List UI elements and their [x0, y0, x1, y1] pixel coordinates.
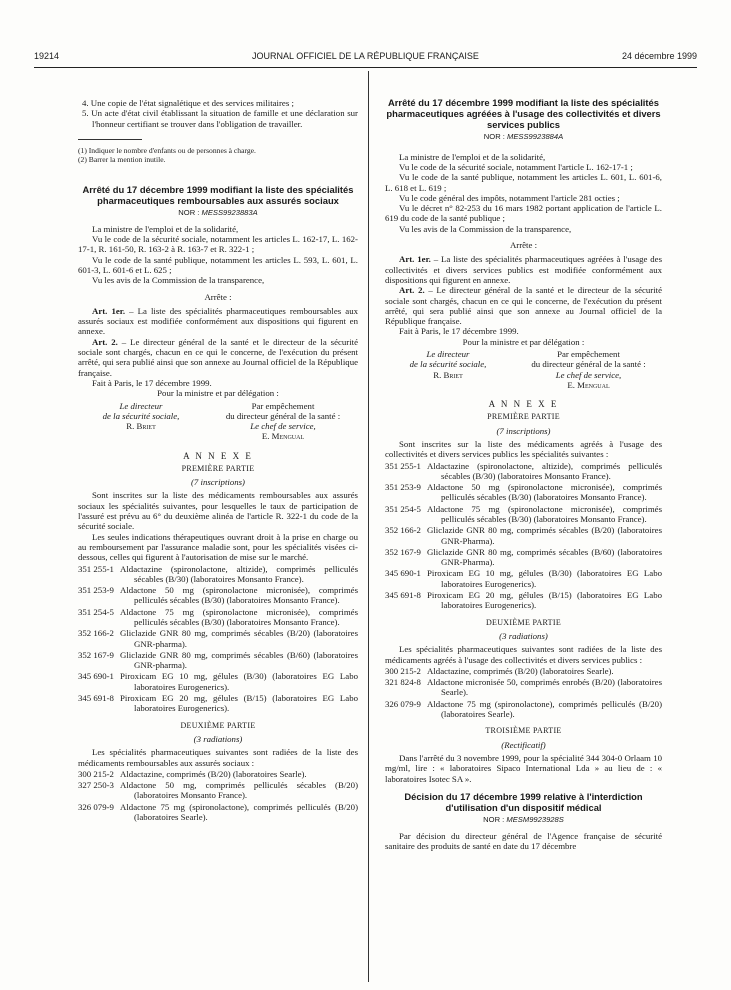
rectificatif-text: Dans l'arrêté du 3 novembre 1999, pour la spécialité 344 304-0 Orlaam 10 mg/ml, lire : « laboratoires Sipaco International Lda » au lieu de : « laboratoires Isotec SA ». [385, 752, 662, 784]
delegation: Pour la ministre et par délégation : [157, 388, 279, 399]
article-text: – La liste des spécialités pharmaceutiques remboursables aux assurés sociaux est modifiée conformément aux dispositions qui figurent en annexe. [78, 305, 358, 337]
cip-code: 352 167-9 [78, 649, 114, 660]
product-description: Gliclazide GNR 80 mg, comprimés sécables (B/20) (laboratoires GNR-pharma). [120, 628, 358, 649]
cip-code: 351 254-5 [385, 503, 421, 514]
visa: La ministre de l'emploi et de la solidarité, [399, 151, 546, 162]
visa: Vu le code de la sécurité sociale, notamment l'article L. 162-17-1 ; [399, 161, 633, 172]
entry-list [385, 461, 662, 611]
visa: Vu les avis de la Commission de la transparence, [399, 223, 572, 234]
visa: Vu le code de la santé publique, notamment les articles L. 593, L. 601, L. 601-3, L. 601-6 et L. 625 ; [78, 254, 358, 275]
product-description: Gliclazide GNR 80 mg, comprimés sécables (B/60) (laboratoires GNR-pharma). [120, 649, 358, 671]
cip-code: 351 255-1 [385, 460, 421, 471]
nor-reference [385, 132, 662, 142]
product-description: Gliclazide GNR 80 mg, comprimés sécables (B/60) (laboratoires GNR-Pharma). [427, 546, 662, 568]
article-text: – La liste des spécialités pharmaceutiques agréées à l'usage des collectivités et divers services publics est modifiée conformément aux dispositions qui figurent en annexe. [385, 254, 663, 285]
visa: Vu le code de la santé publique, notamment les articles L. 601, L. 601-6, L. 618 et L. 619 ; [385, 172, 662, 193]
list-item [78, 607, 358, 628]
article-label: Art. 1er. [399, 254, 431, 265]
signatory-role: Par empêchement [557, 349, 620, 360]
arrete-title: Arrêté du 17 décembre 1999 modifiant la liste des spécialités pharmaceutiques agréées à l'usage des collectivités et divers services publics [386, 97, 661, 130]
part-heading: PREMIÈRE PARTIE [181, 463, 255, 473]
signature-right [208, 401, 358, 442]
part-intro: Les seules indications thérapeutiques ouvrant droit à la prise en charge ou au remboursement par l'assurance maladie sont, pour les spécialités visées ci-dessous, celles qui figurent à l'autorisation de mise sur le marché. [78, 531, 358, 563]
cip-code: 327 250-3 [78, 780, 114, 791]
product-description: Aldactazine, comprimés (B/20) (laboratoires Searle). [120, 768, 307, 779]
signatory-name: R. Briet [126, 421, 156, 432]
product-description: Aldactone 50 mg (spironolactone micronisée), comprimés pelliculés sécables (B/30) (laboratoires Monsanto France). [120, 585, 358, 606]
list-item [385, 677, 662, 698]
list-item [385, 590, 662, 611]
nor-label: NOR : [483, 815, 505, 825]
cip-code: 345 690-1 [385, 568, 421, 579]
article-label: Art. 2. [92, 336, 118, 347]
product-description: Aldactazine (spironolactone, altizide), comprimés pelliculés sécables (B/30) (laboratoires Monsanto France). [427, 460, 662, 481]
cip-code: 326 079-9 [385, 698, 421, 709]
cip-code: 351 255-1 [78, 563, 114, 574]
list-item [385, 482, 662, 503]
cip-code: 345 691-8 [385, 590, 421, 601]
cip-code: 300 215-2 [385, 665, 421, 676]
visa: Vu le code général des impôts, notamment l'article 281 octies ; [399, 192, 620, 203]
entry-list [78, 564, 358, 714]
footnote: (1) Indiquer le nombre d'enfants ou de personnes à charge. [78, 145, 256, 155]
list-item [78, 780, 358, 801]
article-1 [78, 306, 358, 337]
product-description: Aldactazine, comprimés (B/20) (laboratoires Searle). [427, 665, 614, 676]
visa: La ministre de l'emploi et de la solidarité, [92, 223, 239, 234]
list-item [78, 769, 358, 779]
signatory-role: du directeur général de la santé : [225, 410, 341, 421]
nor-code: MESS9923884A [507, 132, 564, 142]
article-text: – Le directeur général de la santé et le directeur de la sécurité sociale sont chargés, chacun en ce qui le concerne, de l'exécution du présent arrêté, qui sera publié ainsi que son annexe au Journal officiel de la République française. [385, 285, 663, 327]
signatures [385, 349, 662, 390]
part-intro: Les spécialités pharmaceutiques suivantes sont radiées de la liste des médicaments agréés à l'usage des collectivités et divers services publics : [385, 644, 662, 665]
list-item [78, 650, 358, 671]
signatory-role: Par empêchement [251, 400, 315, 411]
part-heading: TROISIÈME PARTIE [485, 726, 562, 736]
issue-date: 24 décembre 1999 [621, 51, 697, 61]
annexe-heading: A N N E X E [183, 450, 253, 461]
signatory-name: E. Mengual [567, 379, 610, 390]
visa: Vu le décret n° 82-253 du 16 mars 1982 portant application de l'article L. 619 du code de la santé publique ; [385, 203, 662, 224]
footnote-separator [78, 139, 142, 140]
list-item [78, 671, 358, 692]
signatory-role: de la sécurité sociale, [409, 359, 487, 370]
cip-code: 326 079-9 [78, 801, 114, 812]
cip-code: 352 166-2 [385, 525, 421, 536]
nor-code: MESS9923883A [201, 208, 258, 218]
part-count: (3 radiations) [499, 630, 548, 641]
arrete-title: Arrêté du 17 décembre 1999 modifiant la liste des spécialités pharmaceutiques remboursables aux assurés sociaux [82, 183, 354, 206]
signatory-role: de la sécurité sociale, [102, 410, 180, 421]
cip-code: 351 254-5 [78, 606, 114, 617]
delegation: Pour la ministre et par délégation : [462, 336, 585, 347]
list-item [385, 568, 662, 589]
signatory-role: Le chef de service, [250, 421, 316, 432]
arrete-label: Arrête : [509, 240, 538, 251]
list-item: 4. Une copie de l'état signalétique et des services militaires ; [82, 98, 294, 108]
product-description: Piroxicam EG 10 mg, gélules (B/30) (laboratoires EG Labo laboratoires Eurogenerics). [427, 568, 662, 589]
signatory-role: Le chef de service, [555, 369, 622, 380]
visa: Vu le code de la sécurité sociale, notamment les articles L. 162-17, L. 162-17-1, R. 161-50, R. 163-2 à R. 163-7 et R. 322-1 ; [78, 234, 358, 255]
cip-code: 321 824-8 [385, 677, 421, 688]
signatory-role: Le directeur [119, 400, 163, 411]
part-count: (7 inscriptions) [190, 477, 245, 488]
fait-a-paris: Fait à Paris, le 17 décembre 1999. [92, 377, 212, 388]
list-item: 5. Un acte d'état civil établissant la situation de famille et une déclaration sur l'honneur certifiant se trouver dans l'obligation de travailler. [82, 108, 358, 129]
list-item [78, 585, 358, 606]
signature-right [515, 349, 662, 390]
cip-code: 351 253-9 [78, 585, 114, 596]
signatures [78, 400, 358, 442]
part-intro: Sont inscrites sur la liste des médicaments remboursables aux assurés sociaux les spécialités suivantes, pour lesquelles le taux de participation de l'assuré est prévu au 6° du deuxième alinéa de l'article R. 322-1 du code de la sécurité sociale. [78, 490, 358, 532]
page-header [34, 51, 697, 63]
fait-a-paris: Fait à Paris, le 17 décembre 1999. [399, 326, 519, 337]
decision-title: Décision du 17 décembre 1999 relative à l'interdiction d'utilisation d'un dispositif médical [404, 790, 643, 813]
list-item [385, 461, 662, 482]
product-description: Piroxicam EG 20 mg, gélules (B/15) (laboratoires EG Labo laboratoires Eurogenerics). [427, 590, 662, 611]
nor-label: NOR : [178, 208, 200, 218]
nor-code: MESM9923928S [506, 815, 564, 825]
part-intro: Sont inscrites sur la liste des médicaments agréés à l'usage des collectivités et divers services publics les spécialités suivantes : [385, 438, 662, 460]
part-count: (7 inscriptions) [496, 425, 551, 436]
signature-left [82, 401, 200, 432]
header-rule [34, 67, 697, 68]
list-item [78, 693, 358, 714]
article-label: Art. 1er. [92, 305, 126, 316]
list-item [385, 504, 662, 525]
part-intro: Les spécialités pharmaceutiques suivantes sont radiées de la liste des médicaments remboursables aux assurés sociaux : [78, 747, 358, 768]
article-text: – Le directeur général de la santé et le directeur de la sécurité sociale sont chargés, chacun en ce qui le concerne, de l'exécution du présent arrêté, qui sera publié ainsi que son annexe au Journal officiel de la République française. [78, 336, 359, 378]
signatory-role: du directeur général de la santé : [531, 359, 646, 370]
list-item [78, 564, 358, 585]
nor-reference [385, 815, 662, 825]
article-1 [385, 254, 662, 285]
list-item [385, 525, 662, 546]
list-item [78, 628, 358, 649]
entry-list [385, 666, 662, 719]
left-column [78, 98, 358, 823]
nor-reference [78, 208, 358, 218]
list-item [385, 547, 662, 568]
product-description: Aldactone 50 mg (spironolactone micronisée), comprimés pelliculés sécables (B/30) (laboratoires Monsanto France). [427, 482, 662, 503]
cip-code: 345 691-8 [78, 693, 114, 704]
page-number: 19214 [34, 51, 60, 61]
list-item [385, 699, 662, 720]
signatory-role: Le directeur [426, 349, 470, 360]
visa: Vu les avis de la Commission de la transparence, [92, 275, 265, 286]
arrete-label: Arrête : [204, 291, 232, 302]
cip-code: 351 253-9 [385, 482, 421, 493]
part-heading: PREMIÈRE PARTIE [487, 412, 560, 422]
annexe-heading: A N N E X E [488, 399, 559, 410]
decision-text: Par décision du directeur général de l'Agence française de sécurité sanitaire des produits de santé en date du 17 décembre [385, 830, 662, 852]
article-label: Art. 2. [399, 285, 425, 296]
nor-label: NOR : [483, 132, 505, 142]
right-column [385, 98, 662, 851]
cip-code: 345 690-1 [78, 671, 114, 682]
product-description: Aldactone 75 mg (spironolactone micronisée), comprimés pelliculés sécables (B/30) (laboratoires Monsanto France). [120, 606, 358, 627]
list-item [78, 802, 358, 823]
product-description: Aldactone 75 mg (spironolactone micronisée), comprimés pelliculés sécables (B/30) (laboratoires Monsanto France). [427, 503, 662, 524]
part-heading: DEUXIÈME PARTIE [180, 720, 256, 730]
part-heading: DEUXIÈME PARTIE [485, 617, 562, 627]
column-divider [368, 71, 369, 982]
product-description: Aldactazine (spironolactone, altizide), comprimés pelliculés sécables (B/30) (laboratoires Monsanto France). [120, 563, 358, 584]
part-count: (3 radiations) [193, 733, 243, 744]
article-2 [385, 285, 662, 326]
journal-title: JOURNAL OFFICIEL DE LA RÉPUBLIQUE FRANÇAISE [252, 51, 479, 61]
product-description: Piroxicam EG 10 mg, gélules (B/30) (laboratoires EG Labo laboratoires Eurogenerics). [120, 671, 358, 692]
cip-code: 352 166-2 [78, 628, 114, 639]
footnote: (2) Barrer la mention inutile. [78, 155, 166, 165]
article-2 [78, 337, 358, 378]
product-description: Piroxicam EG 20 mg, gélules (B/15) (laboratoires EG Labo laboratoires Eurogenerics). [120, 693, 358, 714]
product-description: Aldactone 75 mg (spironolactone), comprimés pelliculés (B/20) (laboratoires Searle). [427, 698, 662, 720]
part-label: (Rectificatif) [501, 739, 546, 750]
product-description: Aldactone micronisée 50, comprimés enrobés (B/20) (laboratoires Searle). [427, 677, 662, 698]
product-description: Aldactone 75 mg (spironolactone), comprimés pelliculés (B/20) (laboratoires Searle). [120, 801, 358, 823]
entry-list [78, 769, 358, 822]
cip-code: 300 215-2 [78, 768, 114, 779]
signatory-name: R. Briet [433, 369, 463, 380]
signatory-name: E. Mengual [261, 431, 305, 442]
product-description: Aldactone 50 mg, comprimés pelliculés sécables (B/20) (laboratoires Monsanto France). [120, 780, 358, 801]
product-description: Gliclazide GNR 80 mg, comprimés sécables (B/20) (laboratoires GNR-Pharma). [427, 525, 662, 546]
signature-left [389, 349, 507, 380]
list-item [385, 666, 662, 676]
cip-code: 352 167-9 [385, 546, 421, 557]
